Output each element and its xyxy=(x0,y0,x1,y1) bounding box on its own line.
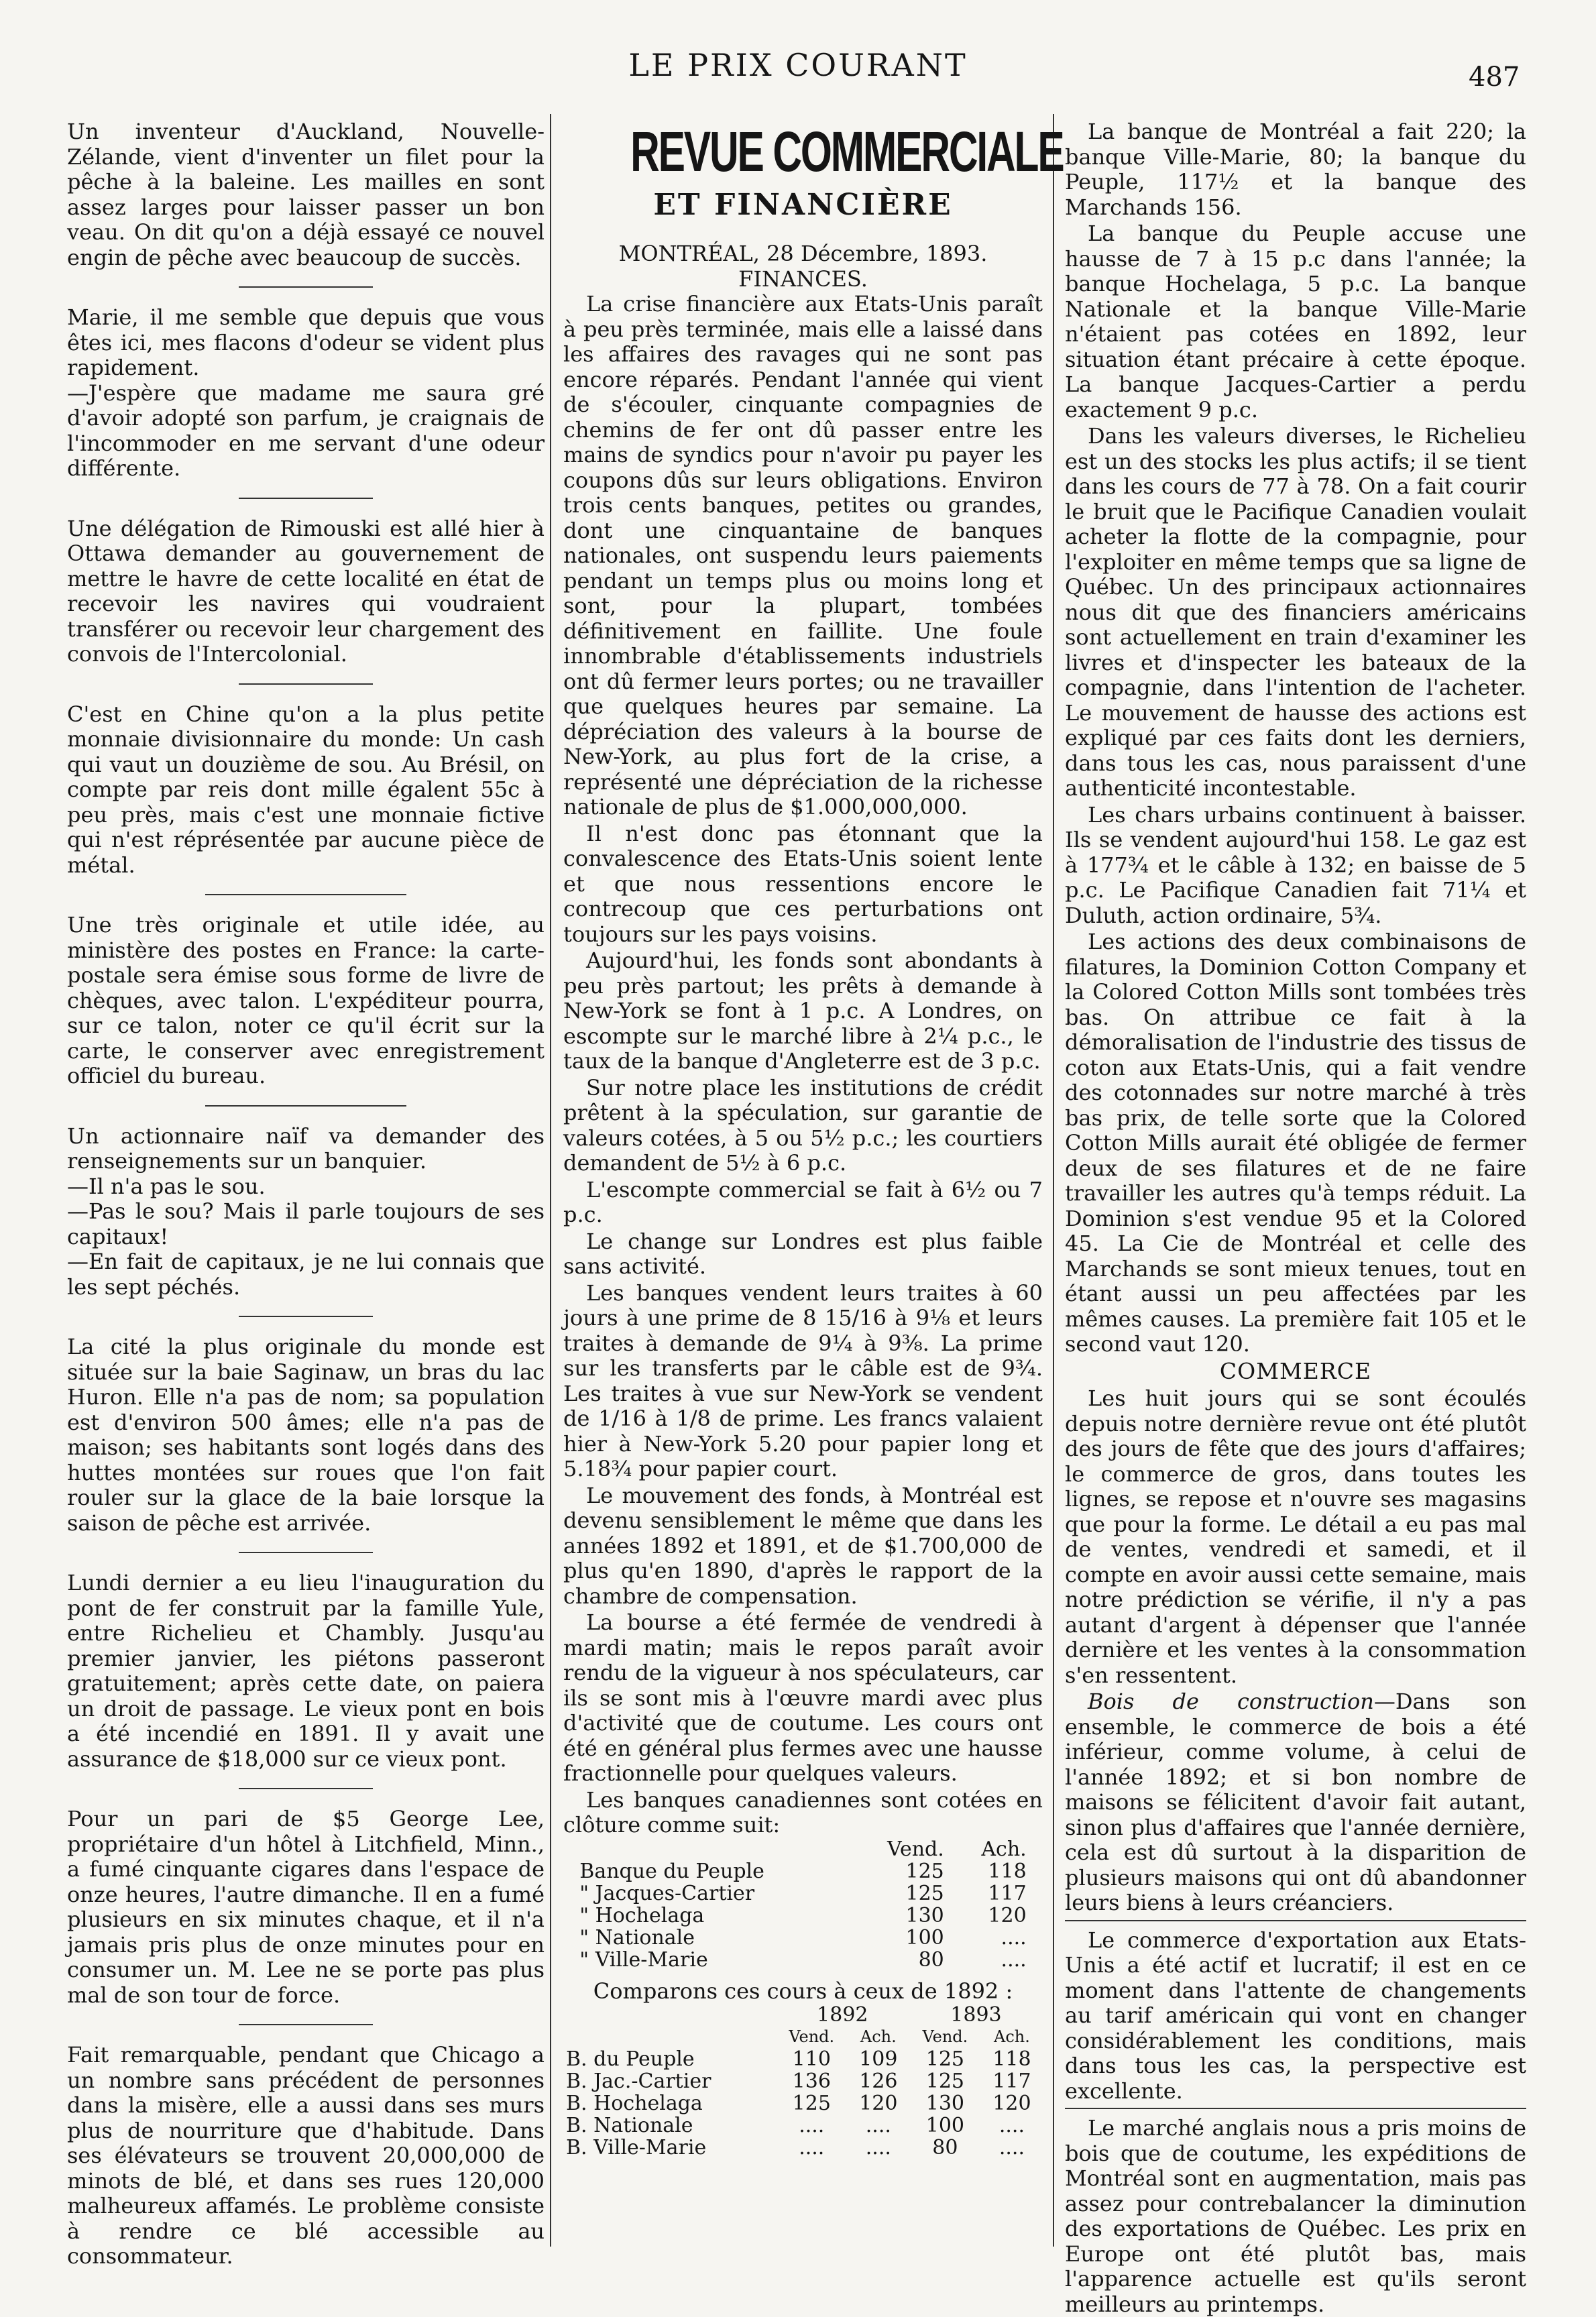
bank-name-cell: " Jacques-Cartier xyxy=(579,1881,755,1905)
separator-rule xyxy=(239,286,373,288)
year-header: 1893 xyxy=(950,2003,1002,2027)
value-cell: 110 xyxy=(792,2047,831,2071)
article-paragraph: Le commerce d'exportation aux Etats-Unis a été actif et lucratif; il est en ce moment dans l'attente de changements au tarif américain qui vont en changer considérablement les conditions, mais dans tous les cas, la perspective est excellente. xyxy=(1065,1927,1526,2104)
value-cell: 80 xyxy=(932,2136,958,2159)
article-paragraph: La crise financière aux Etats-Unis paraît à peu près terminée, mais elle a laissé dans les affaires des ravages qui ne sont pas encore réparés. Pendant l'année qui vient de s'écouler, cinquante compagnies de chemins de fer ont dû passer entre les mains de syndics pour n'avoir pu payer les coupons dûs sur leurs obligations. Environ trois cents banques, petites ou grandes, dont une cinquantaine de banques nationales, ont suspendu leurs paiements pendant un temps plus ou moins long et sont, pour la plupart, tombées définitivement en faillite. Une foule innombrable d'établissements industriels ont dû fermer leurs portes; ou ne travailler que quelques heures par semaine. La dépréciation des valeurs à la bourse de New-York, au plus fort de la crise, a représenté une dépréciation de la richesse nationale de plus de $1.000,000,000. xyxy=(563,291,1043,820)
vend-cell: 100 xyxy=(905,1925,944,1949)
table-header-row xyxy=(573,1838,1033,1860)
value-cell: 126 xyxy=(859,2070,898,2093)
separator-rule xyxy=(1065,1920,1526,1921)
table-row xyxy=(563,2114,1043,2137)
article-paragraph: Dans les valeurs diverses, le Richelieu est un des stocks les plus actifs; il se tient dans les cours de 77 à 78. On a fait courir le bruit que le Pacifique Canadien voulait acheter la flotte de la compagnie, pour l'exploiter en même temps que sa ligne de Québec. Un des principaux actionnaires nous dit que des financiers américains sont actuellement en train d'examiner les livres et d'inspecter les bateaux de la compagnie, dans l'intention de l'acheter. Le mouvement de hausse des actions est expliqué par ces faits dont les derniers, dans tous les cas, nous paraissent d'une authenticité incontestable. xyxy=(1065,423,1526,801)
table-row xyxy=(573,1905,1033,1927)
year-header: 1892 xyxy=(817,2003,868,2027)
table-header-row xyxy=(563,2026,1043,2048)
news-item: Un actionnaire naïf va demander des renseignements sur un banquier. —Il n'a pas le sou. —Pas le sou? Mais il parle toujours de ses capitaux! —En fait de capitaux, je ne lui connais que les sept péchés. xyxy=(67,1123,545,1300)
bank-name-cell: B. du Peuple xyxy=(566,2047,695,2071)
ach-cell: 120 xyxy=(988,1903,1027,1927)
value-cell: .... xyxy=(999,2114,1025,2137)
news-item: Une délégation de Rimouski est allé hier à Ottawa demander au gouvernement de mettre le havre de cette localité en état de recevoir les navires qui voudraient transférer ou recevoir leur chargement des convois de l'Intercolonial. xyxy=(67,515,545,667)
column-rule xyxy=(1053,114,1054,2247)
value-cell: 109 xyxy=(859,2047,898,2071)
value-cell: 120 xyxy=(992,2092,1031,2115)
ach-cell: 118 xyxy=(988,1859,1027,1883)
vend-cell: 80 xyxy=(918,1947,944,1972)
bank-name-cell: " Hochelaga xyxy=(579,1903,705,1927)
value-cell: .... xyxy=(865,2114,891,2137)
article-paragraph: Le change sur Londres est plus faible sans activité. xyxy=(563,1228,1043,1279)
separator-rule xyxy=(239,683,373,685)
table-header-cell: Vend. xyxy=(887,1837,944,1861)
compare-table xyxy=(563,2004,1043,2159)
separator-rule xyxy=(239,1316,373,1317)
value-cell: 130 xyxy=(925,2092,964,2115)
compare-title: Comparons ces cours à ceux de 1892 : xyxy=(593,1978,1013,2004)
value-cell: 136 xyxy=(792,2070,831,2093)
value-cell: 125 xyxy=(925,2047,964,2071)
table-header-cell xyxy=(573,1838,852,1860)
masthead-subtitle: ET FINANCIÈRE xyxy=(653,188,953,222)
bank-quotes-table xyxy=(573,1838,1033,1971)
separator-rule xyxy=(239,2024,373,2025)
section-title-finances: FINANCES. xyxy=(738,266,868,292)
article-paragraph: La bourse a été fermée de vendredi à mardi matin; mais le repos paraît avoir rendu de la vigueur à nos spéculateurs, car ils se sont mis à l'œuvre mardi avec plus d'activité que de coutume. Les cours ont été en général plus fermes avec une hausse fractionnelle pour quelques valeurs. xyxy=(563,1609,1043,1786)
separator-rule xyxy=(1065,2108,1526,2109)
ach-cell: .... xyxy=(1001,1925,1027,1949)
bank-name-cell: B. Ville-Marie xyxy=(566,2136,707,2159)
value-cell: 100 xyxy=(925,2114,964,2137)
news-item: Une très originale et utile idée, au ministère des postes en France: la carte-postale sera émise sous forme de livre de chèques, avec talon. L'expéditeur pourra, sur ce talon, noter ce qu'il écrit sur la carte, le conserver avec enregistrement officiel du bureau. xyxy=(67,912,545,1088)
news-item: Lundi dernier a eu lieu l'inauguration du pont de fer construit par la famille Yule, entre Richelieu et Chambly. Jusqu'au premier janvier, les piétons passeront gratuitement; après cette date, on paiera un droit de passage. Le vieux pont en bois a été incendié en 1891. Il y avait une assurance de $18,000 sur ce vieux pont. xyxy=(67,1570,545,1772)
news-item: La cité la plus originale du monde est située sur la baie Saginaw, un bras du lac Huron. Elle n'a pas de nom; sa population est d'environ 500 âmes; elle n'a pas de maison; ses habitants sont logés dans des huttes montées sur roues que l'on fait rouler sur la glace de la baie lorsque la saison de pêche est arrivée. xyxy=(67,1334,545,1536)
running-header: LE PRIX COURANT xyxy=(628,47,968,83)
sub-header: Ach. xyxy=(860,2027,897,2046)
article-paragraph: Les banques canadiennes sont cotées en clôture comme suit: xyxy=(563,1787,1043,1838)
table-row xyxy=(573,1882,1033,1905)
table-row xyxy=(573,1927,1033,1949)
table-row xyxy=(573,1949,1033,1971)
separator-rule xyxy=(239,498,373,499)
sub-header: Vend. xyxy=(922,2027,968,2046)
bank-name-cell: B. Hochelaga xyxy=(566,2092,703,2115)
vend-cell: 130 xyxy=(905,1903,944,1927)
masthead-title: REVUE COMMERCIALE xyxy=(630,120,1064,183)
table-row xyxy=(563,2048,1043,2070)
table-header-cell xyxy=(563,2004,776,2026)
dateline: MONTRÉAL, 28 Décembre, 1893. xyxy=(618,241,988,266)
table-header-cell xyxy=(563,2026,776,2048)
bank-name-cell: " Ville-Marie xyxy=(579,1947,708,1972)
column-rule xyxy=(550,114,551,2247)
article-paragraph: Les huit jours qui se sont écoulés depuis notre dernière revue ont été plutôt des jours de fête que des jours d'affaires; le commerce de gros, dans toutes les lignes, se repose et n'ouvre ses magasins que pour la forme. Le détail a eu pas mal de ventes, vendredi et samedi, et il compte en avoir aussi cette semaine, mais notre prédiction se vérifie, il n'y a pas autant d'argent à dépenser que l'année dernière et les ventes à la consommation s'en ressentent. xyxy=(1065,1386,1526,1688)
news-item: Marie, il me semble que depuis que vous êtes ici, mes flacons d'odeur se vident plus rapidement. —J'espère que madame me saura gré d'avoir adopté son parfum, je craignais de l'incommoder en me servant d'une odeur différente. xyxy=(67,304,545,481)
bank-name-cell: Banque du Peuple xyxy=(579,1859,764,1883)
news-item: Un inventeur d'Auckland, Nouvelle-Zélande, vient d'inventer un filet pour la pêche à la baleine. Les mailles en sont assez larges pour laisser passer un bon veau. On dit qu'on a déjà essayé ce nouvel engin de pêche avec beaucoup de succès. xyxy=(67,119,545,270)
ach-cell: .... xyxy=(1001,1947,1027,1972)
vend-cell: 125 xyxy=(905,1881,944,1905)
bois-text: —Dans son ensemble, le commerce de bois a été inférieur, comme volume, à celui de l'année 1892; et si bon nombre de maisons se félicitent d'avoir fait autant, sinon plus d'affaires que l'année dernière, cela est dû surtout à la disparition de plusieurs maisons qui ont dû abandonner leurs biens à leurs créanciers. xyxy=(1065,1689,1527,1915)
article-paragraph: Le mouvement des fonds, à Montréal est devenu sensiblement le même que dans les années 1892 et 1891, et de $1.700,000 de plus qu'en 1890, d'après le rapport de la chambre de compensation. xyxy=(563,1482,1043,1609)
news-item: Pour un pari de $5 George Lee, propriétaire d'un hôtel à Litchfield, Minn., a fumé cinquante cigares dans l'espace de onze heures, l'autre dimanche. Il en a fumé plusieurs en six minutes chaque, et il n'a jamais pris plus de onze minutes pour en consumer un. M. Lee ne se porte pas plus mal de son tour de force. xyxy=(67,1806,545,2008)
article-paragraph: Le marché anglais nous a pris moins de bois que de coutume, les expéditions de Montréal sont en augmentation, mais pas assez pour contrebalancer la diminution des exportations de Québec. Les prix en Europe ont été plutôt bas, mais l'apparence actuelle est qu'ils seront meilleurs au printemps. xyxy=(1065,2115,1526,2317)
article-paragraph: Les banques vendent leurs traites à 60 jours à une prime de 8 15/16 à 9⅛ et leurs traites à demande de 9¼ à 9⅜. La prime sur les transferts par le câble est de 9¾. Les traites à vue sur New-York se vendent de 1/16 à 1/8 de prime. Les francs valaient hier à New-York 5.20 pour papier long et 5.18¾ pour papier court. xyxy=(563,1280,1043,1481)
bank-name-cell: B. Jac.-Cartier xyxy=(566,2070,711,2093)
section-title-commerce: COMMERCE xyxy=(1219,1357,1372,1384)
bois-paragraph xyxy=(1065,1689,1526,1916)
article-paragraph: L'escompte commercial se fait à 6½ ou 7 p.c. xyxy=(563,1176,1043,1227)
article-paragraph: Il n'est donc pas étonnant que la convalescence des Etats-Unis soient lente et que nous ressentions encore le contrecoup que ces perturbations ont toujours sur les pays voisins. xyxy=(563,820,1043,947)
sub-header: Vend. xyxy=(789,2027,835,2046)
article-paragraph: La banque du Peuple accuse une hausse de 7 à 15 p.c dans l'année; la banque Hochelaga, 5 p.c. La banque Nationale et la banque Ville-Marie n'étaient pas cotées en 1892, leur situation étant précaire à cette époque. La banque Jacques-Cartier a perdu exactement 9 p.c. xyxy=(1065,221,1526,422)
separator-rule xyxy=(205,894,406,895)
right-column xyxy=(1065,119,1527,2317)
article-paragraph: Les chars urbains continuent à baisser. Ils se vendent aujourd'hui 158. Le gaz est à 177¾ et le câble à 132; en baisse de 5 p.c. Le Pacifique Canadien fait 71¼ et Duluth, action ordinaire, 5¾. xyxy=(1065,801,1526,928)
ach-cell: 117 xyxy=(988,1881,1027,1905)
sub-header: Ach. xyxy=(994,2027,1030,2046)
table-row xyxy=(563,2092,1043,2114)
news-item: C'est en Chine qu'on a la plus petite monnaie divisionnaire du monde: Un cash qui vaut un douzième de sou. Au Brésil, on compte par reis dont mille égalent 55c à peu près, mais c'est une monnaie fictive qui n'est réprésentée par aucune pièce de métal. xyxy=(67,701,545,878)
value-cell: .... xyxy=(799,2114,825,2137)
value-cell: 125 xyxy=(792,2092,831,2115)
table-row xyxy=(573,1860,1033,1882)
news-item: Fait remarquable, pendant que Chicago a un nombre sans précédent de personnes dans la misère, elle a aussi dans ses murs plus de nourriture que d'habitude. Dans ses élévateurs se trouvent 20,000,000 de minots de blé, et dans ses rues 120,000 malheureux affamés. Le problème consiste à rendre ce blé accessible au consommateur. xyxy=(67,2042,545,2269)
value-cell: .... xyxy=(865,2136,891,2159)
article-paragraph: Les actions des deux combinaisons de filatures, la Dominion Cotton Company et la Colored Cotton Mills sont tombées très bas. On attribue ce fait à la démoralisation de l'industrie des tissus de coton aux Etats-Unis, qui a fait vendre des cotonnades sur notre marché à très bas prix, de telle sorte que la Colored Cotton Mills aurait été obligée de fermer deux de ses filatures et de ne faire travailler les autres qu'à temps réduit. La Dominion s'est vendue 95 et la Colored 45. La Cie de Montréal et celle des Marchands se sont mieux tenues, tout en étant aussi un peu affectées par les mêmes causes. La première fait 105 et le second vaut 120. xyxy=(1065,929,1526,1357)
value-cell: .... xyxy=(799,2136,825,2159)
middle-column xyxy=(563,119,1064,2232)
bank-name-cell: B. Nationale xyxy=(566,2114,693,2137)
value-cell: 125 xyxy=(925,2070,964,2093)
table-row xyxy=(563,2137,1043,2159)
value-cell: 120 xyxy=(859,2092,898,2115)
article-paragraph: Aujourd'hui, les fonds sont abondants à peu près partout; les prêts à demande à New-York se font à 1 p.c. A Londres, on escompte sur le marché libre à 2¼ p.c., le taux de la banque d'Angleterre est de 3 p.c. xyxy=(563,948,1043,1074)
left-column xyxy=(67,119,545,2269)
table-header-cell: Ach. xyxy=(981,1837,1027,1861)
separator-rule xyxy=(205,1105,406,1107)
article-paragraph: La banque de Montréal a fait 220; la banque Ville-Marie, 80; la banque du Peuple, 117½ et la banque des Marchands 156. xyxy=(1065,119,1526,220)
separator-rule xyxy=(239,1788,373,1789)
vend-cell: 125 xyxy=(905,1859,944,1883)
bois-label: Bois de construction xyxy=(1088,1689,1374,1714)
value-cell: 117 xyxy=(992,2070,1031,2093)
table-row xyxy=(563,2070,1043,2092)
page-number: 487 xyxy=(1469,62,1520,93)
article-paragraph: Sur notre place les institutions de crédit prêtent à la spéculation, sur garantie de valeurs cotées, à 5 ou 5½ p.c.; les courtiers demandent de 5½ à 6 p.c. xyxy=(563,1074,1043,1176)
table-header-row xyxy=(563,2004,1043,2026)
separator-rule xyxy=(239,1552,373,1553)
bank-name-cell: " Nationale xyxy=(579,1925,695,1949)
value-cell: 118 xyxy=(992,2047,1031,2071)
value-cell: .... xyxy=(999,2136,1025,2159)
